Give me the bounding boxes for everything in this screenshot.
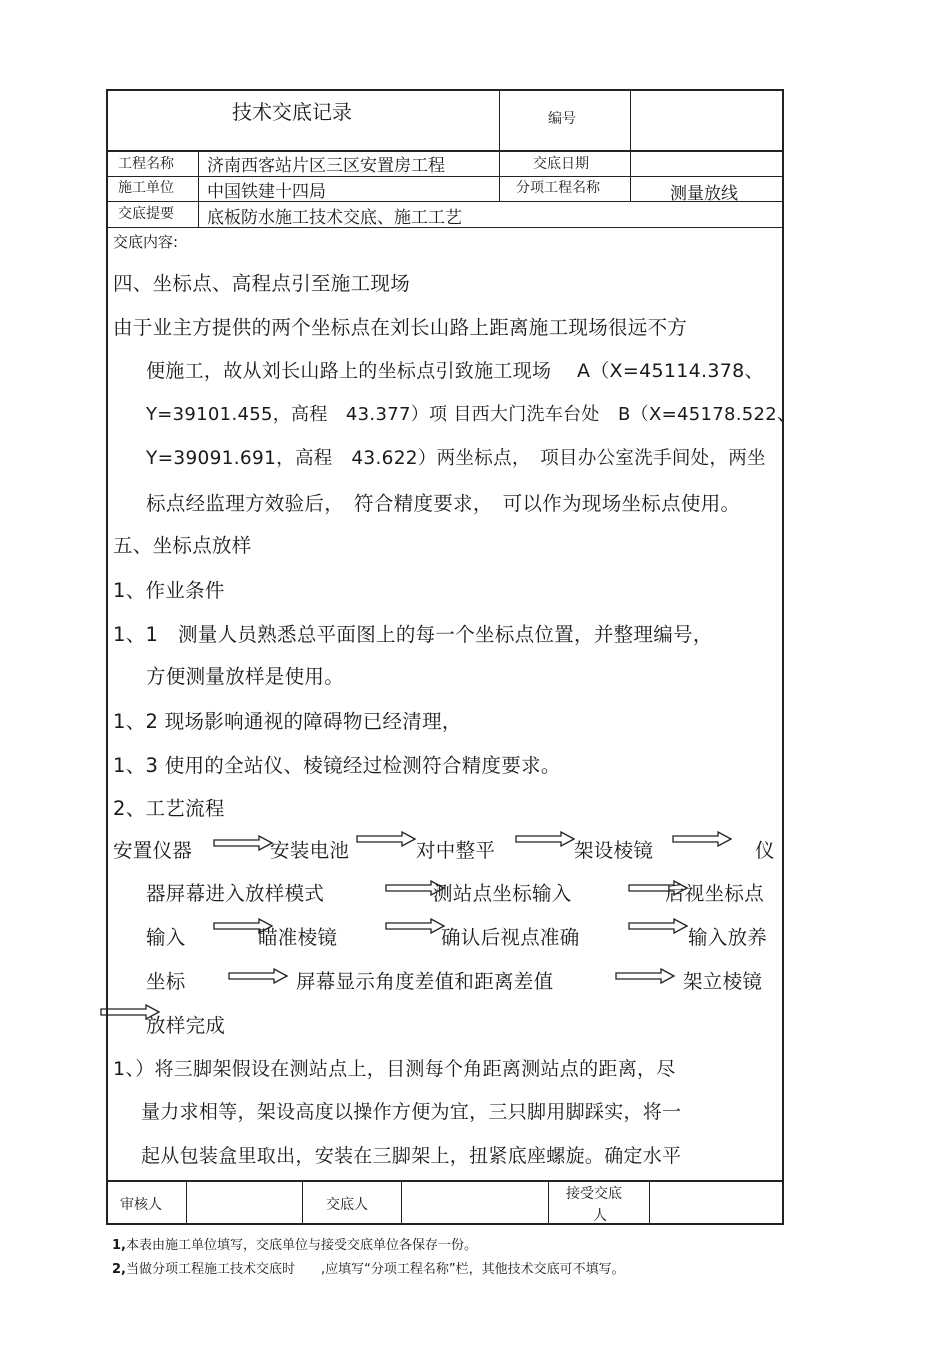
handover-date-label: 交底日期 [533, 156, 589, 172]
receiver-label: 接受交底 [566, 1186, 622, 1202]
content-line: 起从包装盒里取出，安装在三脚架上，扭紧底座螺旋。确定水平 [141, 1145, 682, 1167]
note-text: 当做分项工程施工技术交底时 ,应填写“分项工程名称”栏，其他技术交底可不填写。 [125, 1262, 625, 1277]
note-number: 1, [112, 1238, 126, 1253]
flow-step: 屏幕显示角度差值和距离差值 [296, 970, 554, 993]
flow-step: 输入放养 [688, 926, 768, 949]
flow-step: 测站点坐标输入 [433, 882, 572, 905]
sub-project-value: 测量放线 [670, 184, 738, 204]
note-1 [112, 1234, 477, 1253]
flow-step: 后视坐标点 [665, 882, 765, 905]
content-line: 量力求相等，架设高度以操作方便为宜，三只脚用脚踩实，将一 [141, 1101, 682, 1123]
note-2 [112, 1258, 625, 1277]
content-label: 交底内容: [113, 233, 179, 251]
handover-person-label: 交底人 [326, 1197, 368, 1213]
arrow-right-icon [385, 918, 445, 934]
flow-step: 安置仪器 [113, 839, 193, 862]
arrow-right-icon [356, 831, 416, 847]
content-line: Y=39101.455，高程 43.377）项 目西大门洗车台处 B（X=45178.522、 [146, 404, 796, 425]
arrow-right-icon [515, 831, 575, 847]
flow-step: 架立棱镜 [683, 970, 763, 993]
receiver-label-cont: 人 [593, 1208, 607, 1224]
arrow-right-icon [228, 968, 288, 984]
arrow-right-icon [628, 918, 688, 934]
note-number: 2, [112, 1262, 126, 1277]
flow-step: 安装电池 [270, 839, 350, 862]
flow-step: 输入 [146, 926, 186, 949]
content-line: 1、3 使用的全站仪、棱镜经过检测符合精度要求。 [113, 754, 561, 777]
number-label: 编号 [548, 111, 576, 127]
project-name-label: 工程名称 [118, 156, 174, 172]
content-line: 标点经监理方效验后， 符合精度要求， 可以作为现场坐标点使用。 [146, 492, 741, 515]
content-line: 方便测量放样是使用。 [146, 665, 345, 688]
flow-step: 对中整平 [416, 839, 496, 862]
summary-label: 交底提要 [118, 206, 174, 222]
project-name: 济南西客站片区三区安置房工程 [207, 156, 445, 176]
content-line: 2、工艺流程 [113, 797, 225, 820]
content-line: 1、1 测量人员熟悉总平面图上的每一个坐标点位置，并整理编号， [113, 623, 713, 646]
content-line: Y=39091.691，高程 43.622）两坐标点， 项目办公室洗手间处，两坐 [146, 448, 766, 469]
summary-value: 底板防水施工技术交底、施工工艺 [207, 208, 462, 228]
reviewer-label: 审核人 [120, 1197, 162, 1213]
unit-value: 中国铁建十四局 [207, 182, 326, 202]
arrow-right-icon [213, 835, 273, 851]
flow-step: 瞄准棱镜 [258, 926, 338, 949]
flow-step: 放样完成 [146, 1014, 226, 1037]
flow-step: 架设棱镜 [574, 839, 654, 862]
content-line: 便施工，故从刘长山路上的坐标点引致施工现场 A（X=45114.378、 [146, 360, 764, 382]
content-line: 四、坐标点、高程点引至施工现场 [113, 272, 411, 295]
flow-step: 器屏幕进入放样模式 [146, 882, 325, 905]
form-title: 技术交底记录 [232, 100, 352, 124]
content-line: 1、）将三脚架假设在测站点上，目测每个角距离测站点的距离，尽 [113, 1058, 676, 1080]
unit-label: 施工单位 [118, 180, 174, 196]
content-line: 1、作业条件 [113, 579, 225, 602]
content-line: 1、2 现场影响通视的障碍物已经清理， [113, 710, 462, 733]
flow-step: 坐标 [146, 970, 186, 993]
arrow-right-icon [615, 968, 675, 984]
note-text: 本表由施工单位填写，交底单位与接受交底单位各保存一份。 [125, 1238, 477, 1253]
content-line: 由于业主方提供的两个坐标点在刘长山路上距离施工现场很远不方 [113, 316, 688, 339]
content-line: 五、坐标点放样 [113, 534, 252, 557]
flow-step: 仪 [755, 839, 775, 862]
arrow-right-icon [672, 831, 732, 847]
flow-step: 确认后视点准确 [441, 926, 580, 949]
sub-project-label: 分项工程名称 [516, 180, 600, 196]
